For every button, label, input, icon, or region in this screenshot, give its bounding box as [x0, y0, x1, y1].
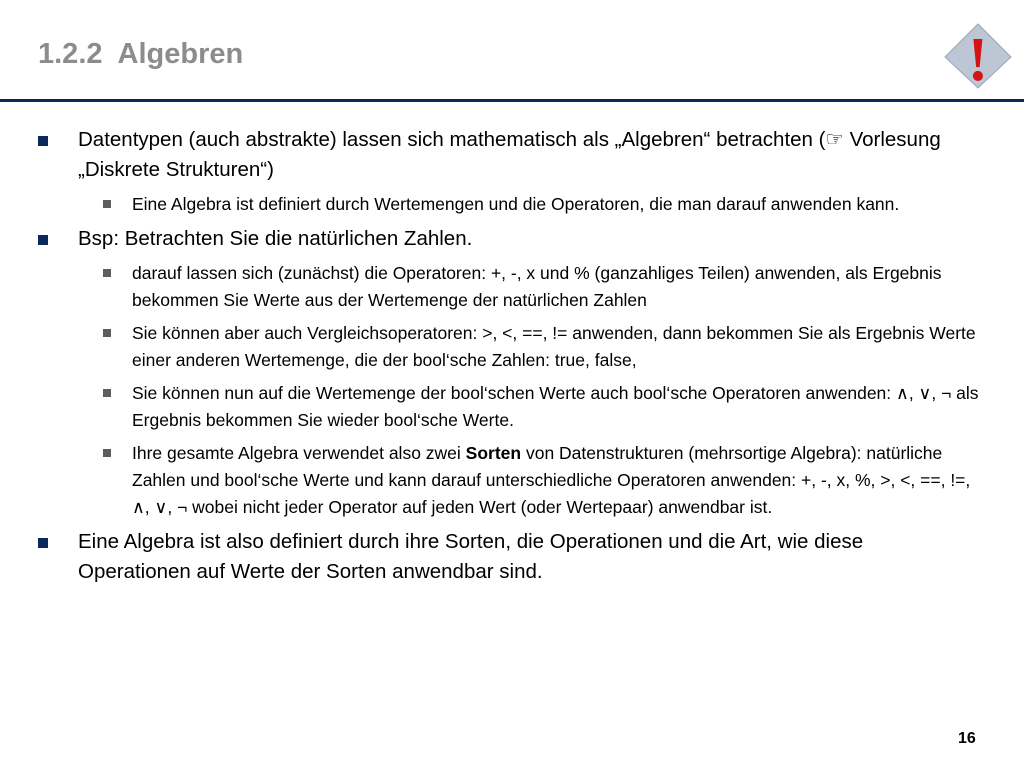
slide-title: 1.2.2 Algebren: [38, 38, 244, 70]
bullet-list: [0, 125, 1024, 593]
bullet-text: Eine Algebra ist definiert durch Wertemengen und die Operatoren, die man darauf anwenden kann.: [132, 194, 900, 214]
bullet-square-icon: [38, 136, 48, 146]
bullet-text: Sie können nun auf die Wertemenge der bool‘schen Werte auch bool‘sche Operatoren anwenden: ∧, ∨, ¬ als Ergebnis bekommen Sie wieder bool‘sche Werte.: [132, 383, 979, 430]
warning-icon: [943, 22, 1013, 90]
title-divider: [0, 99, 1024, 102]
bullet-text: Vorlesung „Diskrete Strukturen“): [78, 128, 941, 181]
bullet-text: Sie können aber auch Vergleichsoperatoren: >, <, ==, != anwenden, dann bekommen Sie als Ergebnis Werte einer anderen Wertemenge, die der bool‘sche Zahlen: true, false,: [132, 323, 976, 370]
bullet-text: Ihre gesamte Algebra verwendet also zwei: [132, 443, 466, 463]
bullet-datentypen: [78, 125, 978, 185]
subbullet-algebra-definition: [132, 191, 992, 218]
bullet-square-icon: [103, 389, 111, 397]
bullet-square-icon: [103, 269, 111, 277]
pointing-hand-icon: ☞: [825, 128, 844, 151]
page-number: 16: [958, 730, 976, 747]
bullet-square-icon: [38, 235, 48, 245]
subbullet-boolsche-operatoren: [132, 380, 992, 434]
bullet-fazit: [78, 527, 978, 587]
bullet-text: Eine Algebra ist also definiert durch ihre Sorten, die Operationen und die Art, wie diese Operationen auf Werte der Sorten anwendbar sind.: [78, 530, 864, 583]
subbullet-vergleichsoperatoren: [132, 320, 992, 374]
bullet-beispiel: [78, 224, 978, 254]
bullet-text: Bsp: Betrachten Sie die natürlichen Zahlen.: [78, 227, 473, 250]
bullet-square-icon: [103, 449, 111, 457]
bullet-text: darauf lassen sich (zunächst) die Operatoren: +, -, x und % (ganzahliges Teilen) anwenden, als Ergebnis bekommen Sie Werte aus der Wertemenge der natürlichen Zahlen: [132, 263, 942, 310]
subbullet-operatoren: [132, 260, 992, 314]
bullet-square-icon: [38, 538, 48, 548]
bullet-square-icon: [103, 200, 111, 208]
bullet-text: Datentypen (auch abstrakte) lassen sich mathematisch als „Algebren“ betrachten (: [78, 128, 826, 151]
bullet-bold-term: Sorten: [465, 443, 522, 463]
bullet-text: von Datenstrukturen (mehrsortige Algebra): natürliche Zahlen und bool‘sche Werte und kann darauf unterschiedliche Operatoren anwenden: +, -, x, %, >, <, ==, !=, ∧, ∨, ¬ wobei nicht jeder Operator auf jeden Wert (oder Wertepaar) anwendbar ist.: [132, 443, 971, 517]
subbullet-sorten: [132, 440, 992, 521]
bullet-square-icon: [103, 329, 111, 337]
exclamation-mark: !: [967, 26, 989, 90]
